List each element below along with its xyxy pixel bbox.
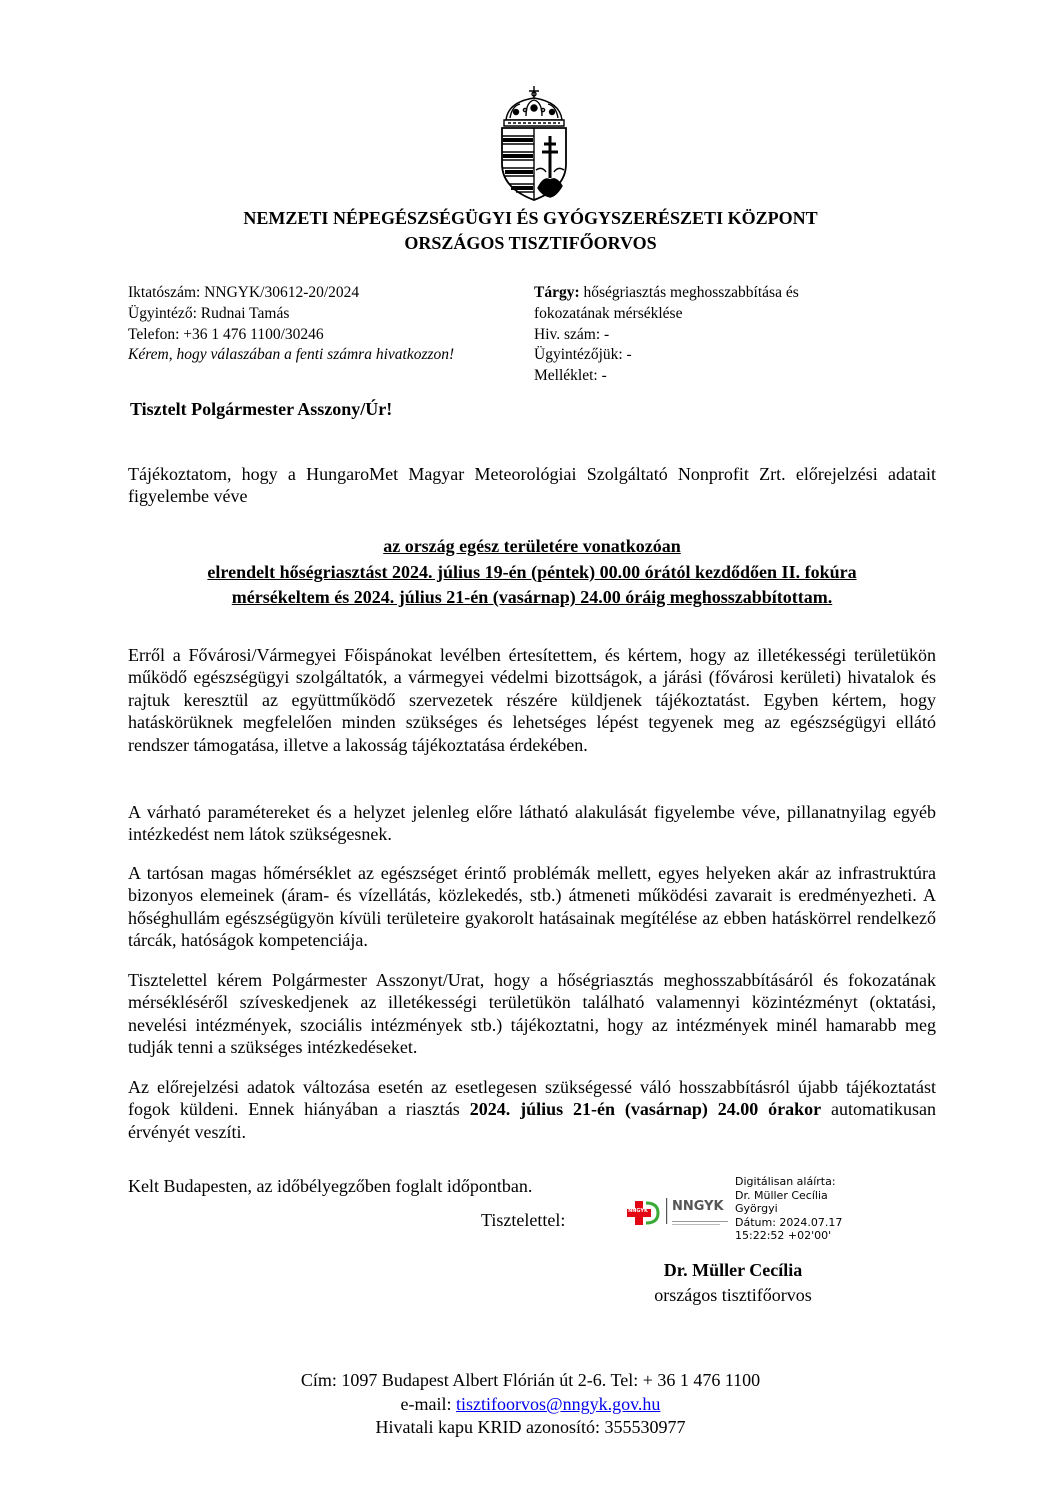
paragraph-5: Az előrejelzési adatok változása esetén az esetlegesen szükségessé váló hosszabbításról újabb tájékoztatást fogok küldeni. Ennek hiányában a riasztás 2024. július 21-én (vasárnap) 24.00 órakor automatikusan érvényét veszíti. <box>128 1077 936 1142</box>
closing-regards: Tisztelettel: <box>481 1210 566 1230</box>
signer-title: országos tisztifőorvos <box>654 1285 812 1305</box>
institution-name: NEMZETI NÉPEGÉSZSÉGÜGYI ÉS GYÓGYSZERÉSZETI KÖZPONT <box>243 208 818 228</box>
greeting: Tisztelt Polgármester Asszony/Úr! <box>130 399 393 419</box>
subject-label: Tárgy: <box>534 284 580 301</box>
email-link[interactable]: tisztifoorvos@nngyk.gov.hu <box>456 1394 661 1414</box>
paragraph-1: Erről a Fővárosi/Vármegyei Főispánokat levélben értesítettem, és kértem, hogy az illetékességi területükön működő egészségügyi szolgáltatók, a vármegyei védelmi bizottságok, a járási (fővárosi kerületi) hivatalok és rajtuk keresztül az együttműködő szervezetek részére küldjenek tájékoztatást. Egyben kértem, hogy hatáskörüknek megfelelően minden szükséges és lehetséges lépést tegyenek meg az egészségügyi ellátó rendszer támogatása, illetve a lakosság tájékoztatása érdekében. <box>128 645 936 755</box>
subject-text-2: fokozatának mérséklése <box>534 304 683 322</box>
decision-line-3: mérsékeltem és 2024. július 21-én (vasárnap) 24.00 óráig meghosszabbítottam. <box>231 587 833 607</box>
expiry-highlight: 2024. július 21-én (vasárnap) 24.00 órakor <box>469 1099 822 1120</box>
email-label: e-mail: <box>400 1394 457 1414</box>
paragraph-4: Tisztelettel kérem Polgármester Asszonyt/Urat, hogy a hőségriasztás meghosszabbításáról és fokozatának mérsékléséről szíveskedjenek az illetékességi területükön található valamennyi közintézményt (oktatási, nevelési intézmények, szociális intézmények stb.) tájékoztatni, hogy az intézmények minél hamarabb meg tudják tenni a szükséges intézkedéseket. <box>128 970 936 1058</box>
signer-full-name: Dr. Müller Cecília <box>663 1260 803 1280</box>
reference-note: Kérem, hogy válaszában a fenti számra hivatkozzon! <box>128 346 455 364</box>
office-name: ORSZÁGOS TISZTIFŐORVOS <box>404 233 657 253</box>
meta-left <box>128 283 454 366</box>
footer-krid: Hivatali kapu KRID azonosító: 355530977 <box>375 1417 686 1437</box>
signer-name-2: Györgyi <box>735 1202 778 1215</box>
footer-email-line <box>0 1393 1061 1416</box>
phone: Telefon: +36 1 476 1100/30246 <box>128 325 324 343</box>
attachment: Melléklet: - <box>534 367 607 385</box>
logo-small-text: NNGYK <box>628 1208 648 1214</box>
digital-signature <box>735 1175 842 1243</box>
nngyk-logo <box>624 1194 734 1228</box>
clerk: Ügyintéző: Rudnai Tamás <box>128 304 290 322</box>
signature-time: 15:22:52 +02'00' <box>735 1229 832 1242</box>
reference-number: Iktatószám: NNGYK/30612-20/2024 <box>128 284 360 301</box>
intro-paragraph: Tájékoztatom, hogy a HungaroMet Magyar Meteorológiai Szolgáltató Nonprofit Zrt. előrejelzési adatait figyelembe véve <box>128 464 936 507</box>
decision-line-2: elrendelt hőségriasztást 2024. július 19-én (péntek) 00.00 órától kezdődően II. fokúra <box>207 562 857 582</box>
meta-right <box>534 283 799 387</box>
subject-text: hőségriasztás meghosszabbítása és <box>579 284 799 301</box>
digital-signed-by-label: Digitálisan aláírta: <box>735 1175 836 1188</box>
logo-text: NNGYK <box>672 1199 724 1214</box>
coat-of-arms-icon <box>496 80 572 202</box>
their-clerk: Ügyintézőjük: - <box>534 346 632 364</box>
signer-name: Dr. Müller Cecília <box>735 1188 828 1202</box>
paragraph-2: A várható paramétereket és a helyzet jelenleg előre látható alakulását figyelembe véve, pillanatnyilag egyéb intézkedést nem látok szükségesnek. <box>128 802 936 845</box>
signature-date: Dátum: 2024.07.17 <box>735 1215 843 1229</box>
paragraph-3: A tartósan magas hőmérséklet az egészséget érintő problémák mellett, egyes helyeken akár az infrastruktúra bizonyos elemeinek (áram- és vízellátás, közlekedés, stb.) átmeneti működési zavarait is eredményezheti. A hőséghullám egészségügyön kívüli területeire gyakorolt hatásainak megítélése az ebben hatáskörrel rendelkező tárcák, hatóságok kompetenciája. <box>128 863 936 951</box>
footer-address: Cím: 1097 Budapest Albert Flórián út 2-6. Tel: + 36 1 476 1100 <box>300 1370 761 1390</box>
hiv-number: Hiv. szám: - <box>534 325 610 343</box>
closing-place: Kelt Budapesten, az időbélyegzőben foglalt időpontban. <box>128 1176 533 1196</box>
decision-line-1: az ország egész területére vonatkozóan <box>383 536 681 556</box>
